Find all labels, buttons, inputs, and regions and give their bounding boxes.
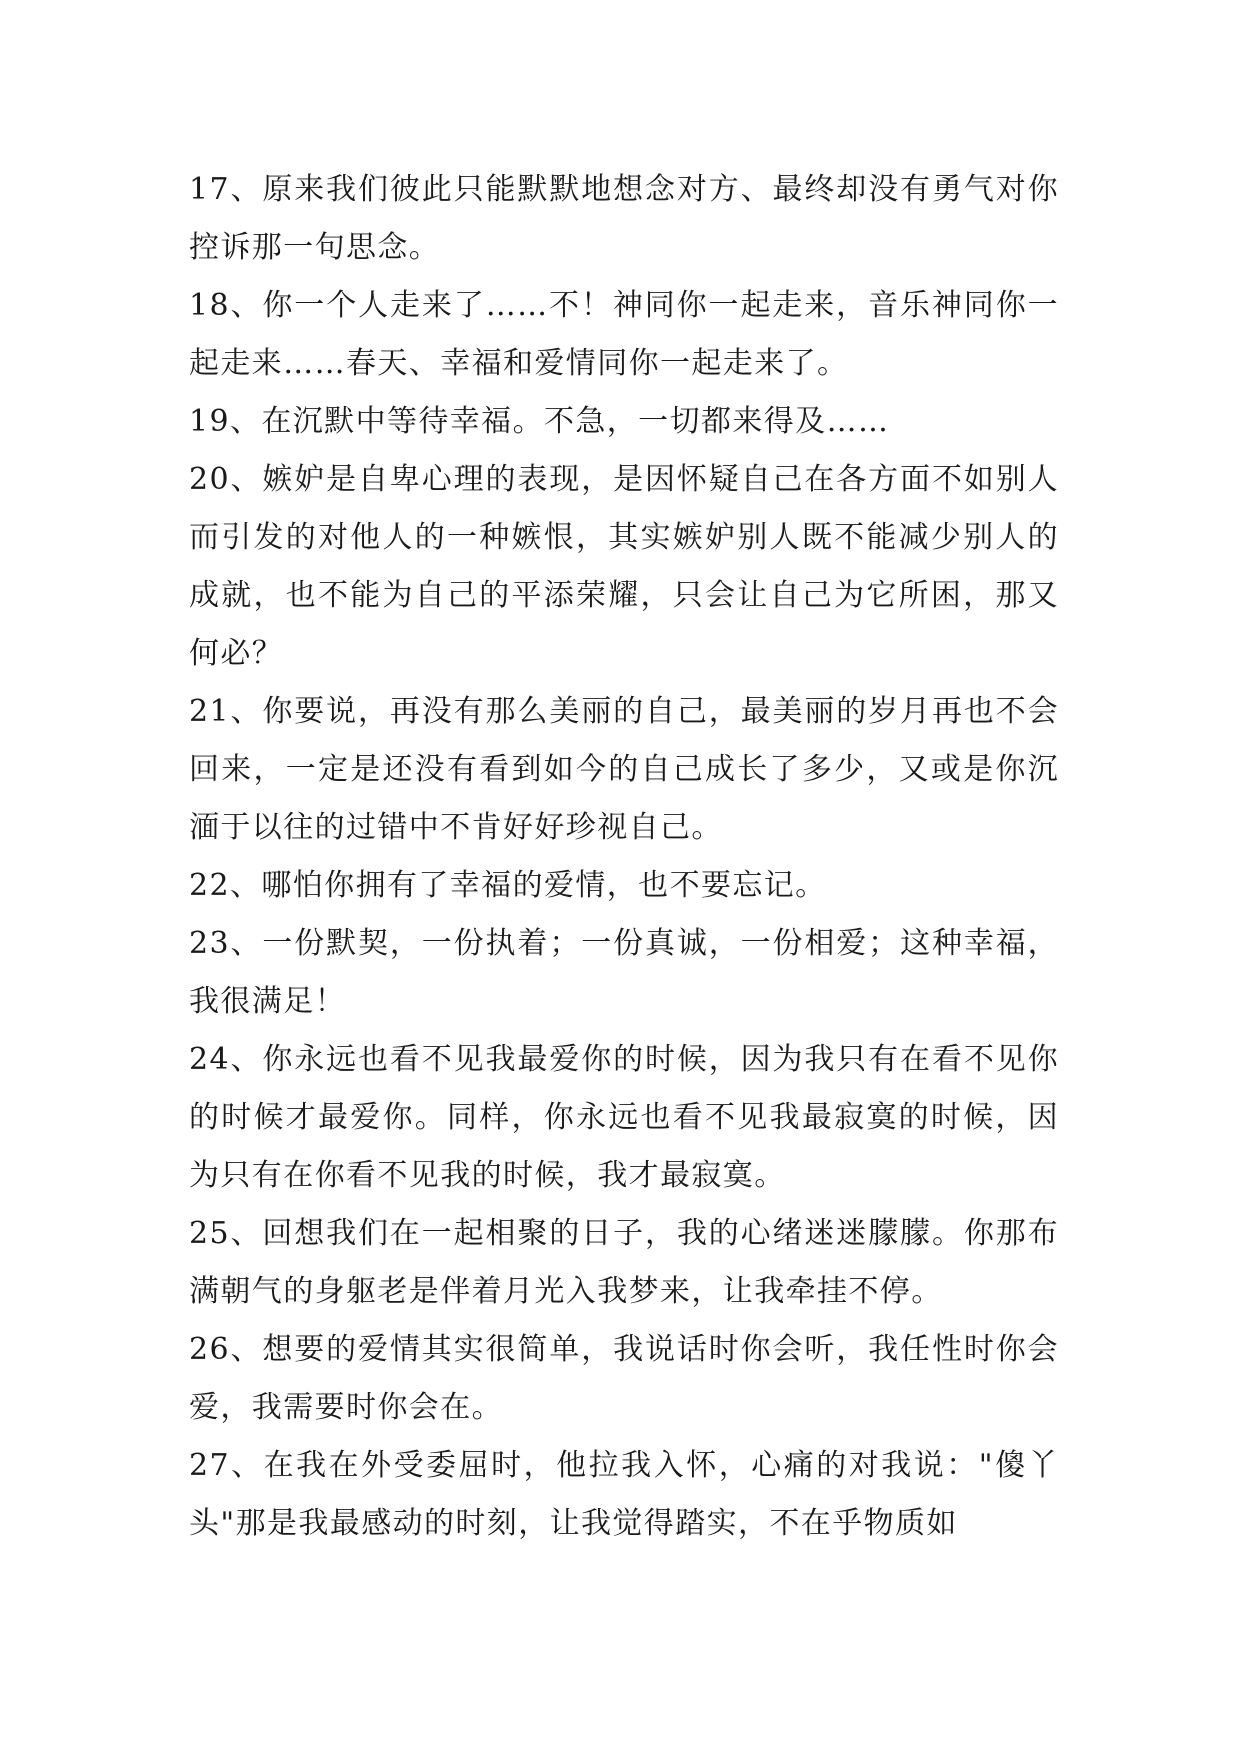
paragraph-26: 26、想要的爱情其实很简单，我说话时你会听，我任性时你会爱，我需要时你会在。 — [189, 1332, 1059, 1425]
paragraph-18: 18、你一个人走来了……不！神同你一起走来，音乐神同你一起走来……春天、幸福和爱情同你一起走来了。 — [189, 288, 1059, 381]
paragraph-20: 20、嫉妒是自卑心理的表现，是因怀疑自己在各方面不如别人而引发的对他人的一种嫉恨，其实嫉妒别人既不能减少别人的成就，也不能为自己的平添荣耀，只会让自己为它所困，那又何必？ — [189, 462, 1059, 671]
paragraph-24: 24、你永远也看不见我最爱你的时候，因为我只有在看不见你的时候才最爱你。同样，你永远也看不见我最寂寞的时候，因为只有在你看不见我的时候，我才最寂寞。 — [189, 1042, 1059, 1193]
paragraph-27: 27、在我在外受委屈时，他拉我入怀，心痛的对我说："傻丫头"那是我最感动的时刻，让我觉得踏实，不在乎物质如 — [189, 1448, 1059, 1541]
document-body — [189, 161, 1059, 1553]
paragraph-23: 23、一份默契，一份执着；一份真诚，一份相爱；这种幸福，我很满足！ — [189, 926, 1059, 1019]
paragraph-19: 19、在沉默中等待幸福。不急，一切都来得及…… — [189, 404, 890, 439]
paragraph-21: 21、你要说，再没有那么美丽的自己，最美丽的岁月再也不会回来，一定是还没有看到如今的自己成长了多少，又或是你沉湎于以往的过错中不肯好好珍视自己。 — [189, 694, 1059, 845]
paragraph-25: 25、回想我们在一起相聚的日子，我的心绪迷迷朦朦。你那布满朝气的身躯老是伴着月光入我梦来，让我牵挂不停。 — [189, 1216, 1059, 1309]
paragraph-17: 17、原来我们彼此只能默默地想念对方、最终却没有勇气对你控诉那一句思念。 — [189, 172, 1059, 265]
paragraph-22: 22、哪怕你拥有了幸福的爱情，也不要忘记。 — [189, 868, 827, 903]
